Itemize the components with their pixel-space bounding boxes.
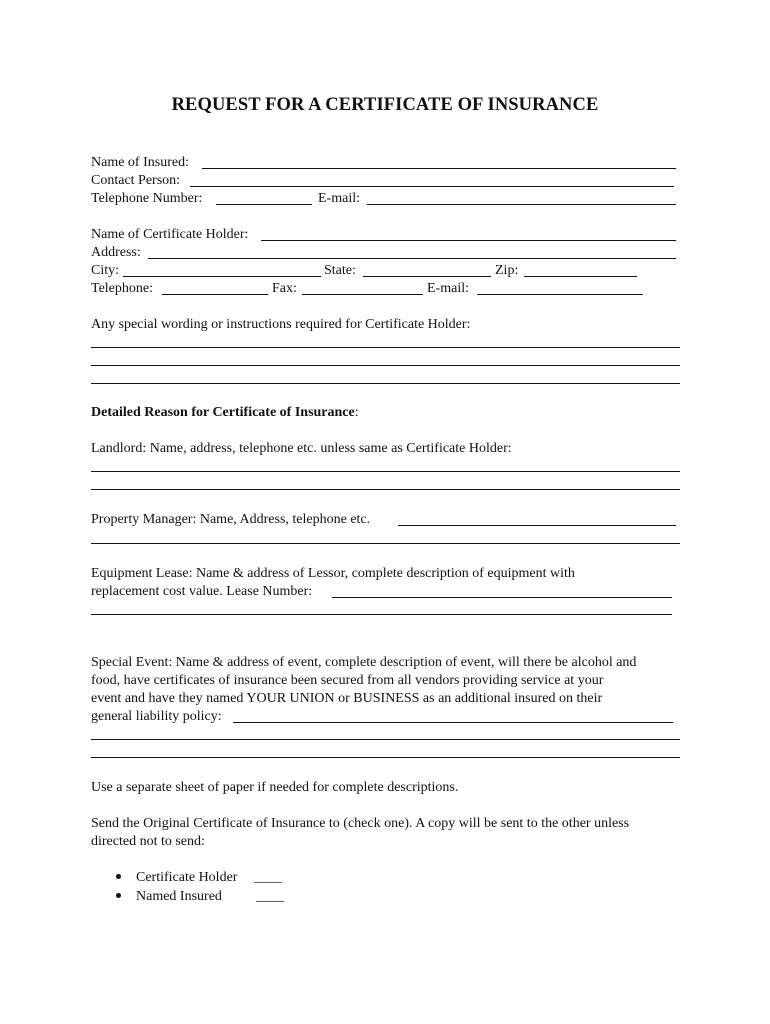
special-wording-line-3[interactable] [91,383,680,384]
special-event-line-1: Special Event: Name & address of event, complete description of event, will there be alcohol and [91,655,637,670]
special-wording-label: Any special wording or instructions required for Certificate Holder: [91,317,471,332]
insured-telephone-label: Telephone Number: [91,191,203,206]
property-manager-label: Property Manager: Name, Address, telephone etc. [91,512,371,527]
option-named-insured-checkbox[interactable]: ____ [256,889,284,904]
holder-address-field[interactable] [148,258,676,259]
special-event-line-5[interactable] [91,739,680,740]
holder-telephone-field[interactable] [162,294,268,295]
equipment-lease-line-2: replacement cost value. Lease Number: [91,584,313,599]
holder-zip-label: Zip: [495,263,519,278]
bullet-icon [116,874,121,879]
special-event-field[interactable] [233,722,673,723]
reason-heading [91,404,359,421]
holder-name-label: Name of Certificate Holder: [91,227,249,242]
special-wording-line-2[interactable] [91,365,680,366]
property-manager-line-2[interactable] [91,543,680,544]
insured-telephone-field[interactable] [216,204,312,205]
holder-name-field[interactable] [261,240,676,241]
landlord-line-1[interactable] [91,471,680,472]
special-event-line-2: food, have certificates of insurance been secured from all vendors providing service at your [91,673,604,688]
landlord-line-2[interactable] [91,489,680,490]
holder-fax-field[interactable] [302,294,423,295]
send-original-line-2: directed not to send: [91,834,205,849]
holder-fax-label: Fax: [272,281,297,296]
holder-state-field[interactable] [363,276,491,277]
special-event-line-6[interactable] [91,757,680,758]
option-certificate-holder-checkbox[interactable]: ____ [254,870,282,885]
lease-number-field[interactable] [332,597,672,598]
holder-address-label: Address: [91,245,141,260]
insured-name-label: Name of Insured: [91,155,189,170]
holder-email-label: E-mail: [427,281,469,296]
equipment-lease-line-1: Equipment Lease: Name & address of Lessor, complete description of equipment with [91,566,575,581]
holder-zip-field[interactable] [524,276,637,277]
property-manager-field[interactable] [398,525,676,526]
holder-state-label: State: [324,263,356,278]
special-event-line-4: general liability policy: [91,709,222,724]
special-wording-line-1[interactable] [91,347,680,348]
insured-email-label: E-mail: [318,191,360,206]
form-title: REQUEST FOR A CERTIFICATE OF INSURANCE [171,95,599,115]
holder-telephone-label: Telephone: [91,281,153,296]
option-certificate-holder-label: Certificate Holder [136,870,238,885]
equipment-lease-line-3[interactable] [91,614,672,615]
reason-heading-text: Detailed Reason for Certificate of Insurance [91,405,355,420]
contact-person-label: Contact Person: [91,173,181,188]
bullet-icon [116,893,121,898]
holder-city-label: City: [91,263,120,278]
option-named-insured-label: Named Insured [136,889,222,904]
special-event-line-3: event and have they named YOUR UNION or BUSINESS as an additional insured on their [91,691,603,706]
holder-city-field[interactable] [123,276,321,277]
insured-name-field[interactable] [202,168,676,169]
send-original-line-1: Send the Original Certificate of Insurance to (check one). A copy will be sent to the other unless [91,816,630,831]
separate-sheet-note: Use a separate sheet of paper if needed for complete descriptions. [91,780,459,795]
insured-email-field[interactable] [367,204,676,205]
landlord-label: Landlord: Name, address, telephone etc. unless same as Certificate Holder: [91,441,512,456]
contact-person-field[interactable] [190,186,674,187]
reason-heading-colon: : [354,405,359,420]
holder-email-field[interactable] [477,294,643,295]
